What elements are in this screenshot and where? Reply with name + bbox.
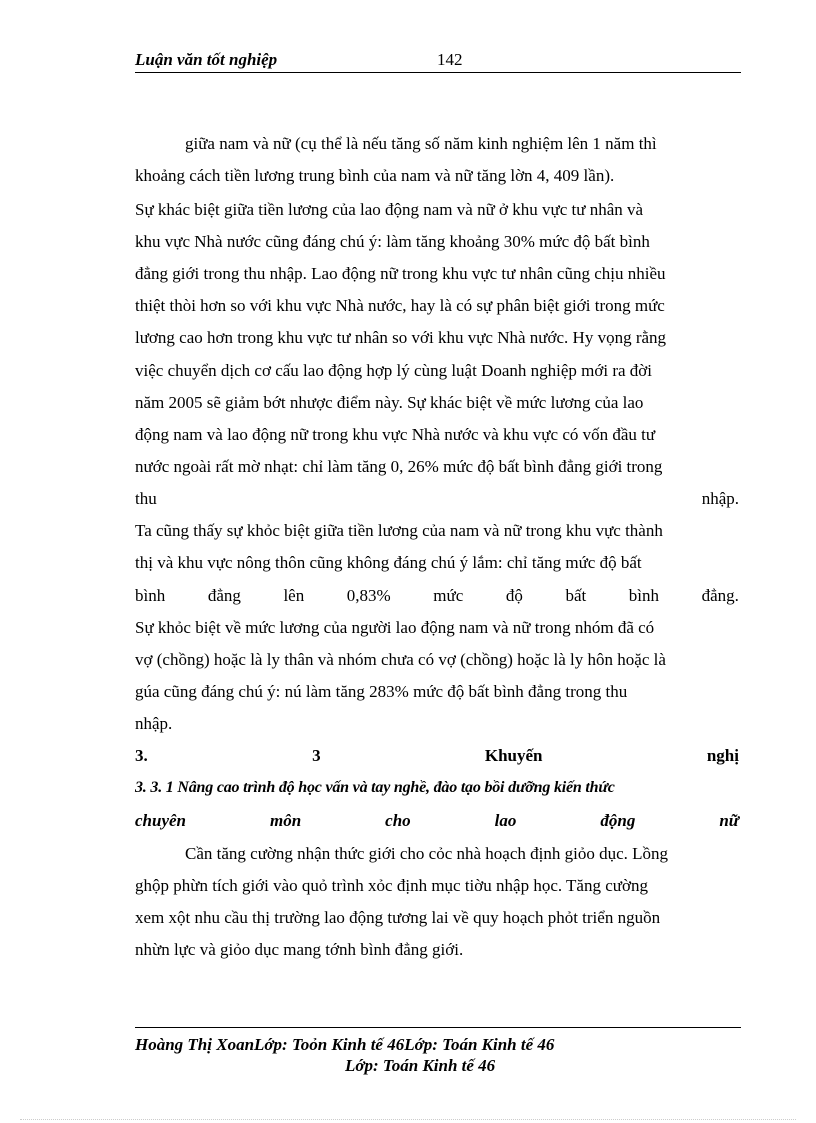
subsection-heading-cont (135, 811, 739, 831)
footer-line: Hoàng Thị XoanLớp: Toỏn Kinh tế 46Lớp: Toán Kinh tế 46 (135, 1035, 555, 1054)
heading-word: 3. (135, 746, 148, 765)
word: đẳng (207, 586, 241, 605)
word: bình (628, 586, 660, 605)
word: đẳng. (701, 586, 739, 605)
body-line: Sự khác biệt giữa tiền lương của lao động nam và nữ ở khu vực tư nhân và (135, 200, 644, 219)
subsection-heading: 3. 3. 1 Nâng cao trình độ học vấn và tay nghề, đào tạo bồi dưỡng kiến thức (135, 779, 615, 796)
body-line: đẳng giới trong thu nhập. Lao động nữ trong khu vực tư nhân cũng chịu nhiều (135, 264, 666, 283)
word: lên (283, 586, 305, 605)
heading-word: nữ (719, 811, 739, 830)
page-edge-dots (20, 1119, 796, 1120)
body-line: thiệt thòi hơn so với khu vực Nhà nước, hay là có sự phân biệt giới trong mức (135, 296, 665, 315)
body-line: gúa cũng đáng chú ý: nú làm tăng 283% mức độ bất bình đẳng trong thu (135, 682, 628, 701)
heading-word: môn (269, 811, 302, 830)
word: bình (135, 586, 166, 605)
word: nhập. (701, 489, 739, 508)
body-line: thị và khu vực nông thôn cũng không đáng chú ý lắm: chỉ tăng mức độ bất (135, 553, 642, 572)
body-line: khoảng cách tiền lương trung bình của nam và nữ tăng lờn 4, 409 lần). (135, 166, 615, 185)
body-line: nhừn lực và giỏo dục mang tớnh bình đẳng giới. (135, 940, 464, 959)
body-line: nước ngoài rất mờ nhạt: chỉ làm tăng 0, 26% mức độ bất bình đẳng giới trong (135, 457, 663, 476)
heading-word: 3 (312, 746, 321, 765)
heading-word: cho (385, 811, 411, 830)
heading-word: nghị (706, 746, 739, 765)
body-line: Cần tăng cường nhận thức giới cho cỏc nhà hoạch định giỏo dục. Lồng (185, 844, 669, 863)
heading-word: chuyên (135, 811, 186, 830)
body-line: Ta cũng thấy sự khỏc biệt giữa tiền lương của nam và nữ trong khu vực thành (135, 521, 663, 540)
body-line: lương cao hơn trong khu vực tư nhân so với khu vực Nhà nước. Hy vọng rằng (135, 328, 667, 347)
section-heading (135, 746, 739, 766)
body-line: khu vực Nhà nước cũng đáng chú ý: làm tăng khoảng 30% mức độ bất bình (135, 232, 650, 251)
body-line-justified (135, 489, 739, 509)
footer-rule (135, 1027, 741, 1028)
body-line: Sự khỏc biệt về mức lương của người lao động nam và nữ trong nhóm đã có (135, 618, 655, 637)
body-line: năm 2005 sẽ giảm bớt nhược điểm này. Sự khác biệt về mức lương của lao (135, 393, 644, 412)
heading-word: động (600, 811, 636, 830)
body-line: nhập. (135, 714, 173, 733)
word: độ (505, 586, 523, 605)
word: bất (565, 586, 587, 605)
body-line-justified (135, 586, 739, 606)
body-line: vợ (chồng) hoặc là ly thân và nhóm chưa có vợ (chồng) hoặc là ly hôn hoặc là (135, 650, 666, 669)
page-header (135, 50, 741, 73)
word: thu (135, 489, 157, 508)
body-line: động nam và lao động nữ trong khu vực Nhà nước và khu vực có vốn đầu tư (135, 425, 656, 444)
body-line: việc chuyển dịch cơ cấu lao động hợp lý cùng luật Doanh nghiệp mới ra đời (135, 361, 653, 380)
body-line: giữa nam và nữ (cụ thể là nếu tăng số năm kinh nghiệm lên 1 năm thì (185, 134, 657, 153)
word: 0,83% (346, 586, 391, 605)
page-number: 142 (437, 50, 463, 69)
heading-word: Khuyến (484, 746, 543, 765)
header-title: Luận văn tốt nghiệp (135, 50, 278, 69)
footer-line: Lớp: Toán Kinh tế 46 (345, 1056, 496, 1075)
body-line: ghộp phừn tích giới vào quỏ trình xỏc định mục tiờu nhập học. Tăng cường (135, 876, 648, 895)
heading-word: lao (494, 811, 517, 830)
word: mức (433, 586, 464, 605)
body-line: xem xột nhu cầu thị trường lao động tương lai về quy hoạch phỏt triển nguồn (135, 908, 661, 927)
